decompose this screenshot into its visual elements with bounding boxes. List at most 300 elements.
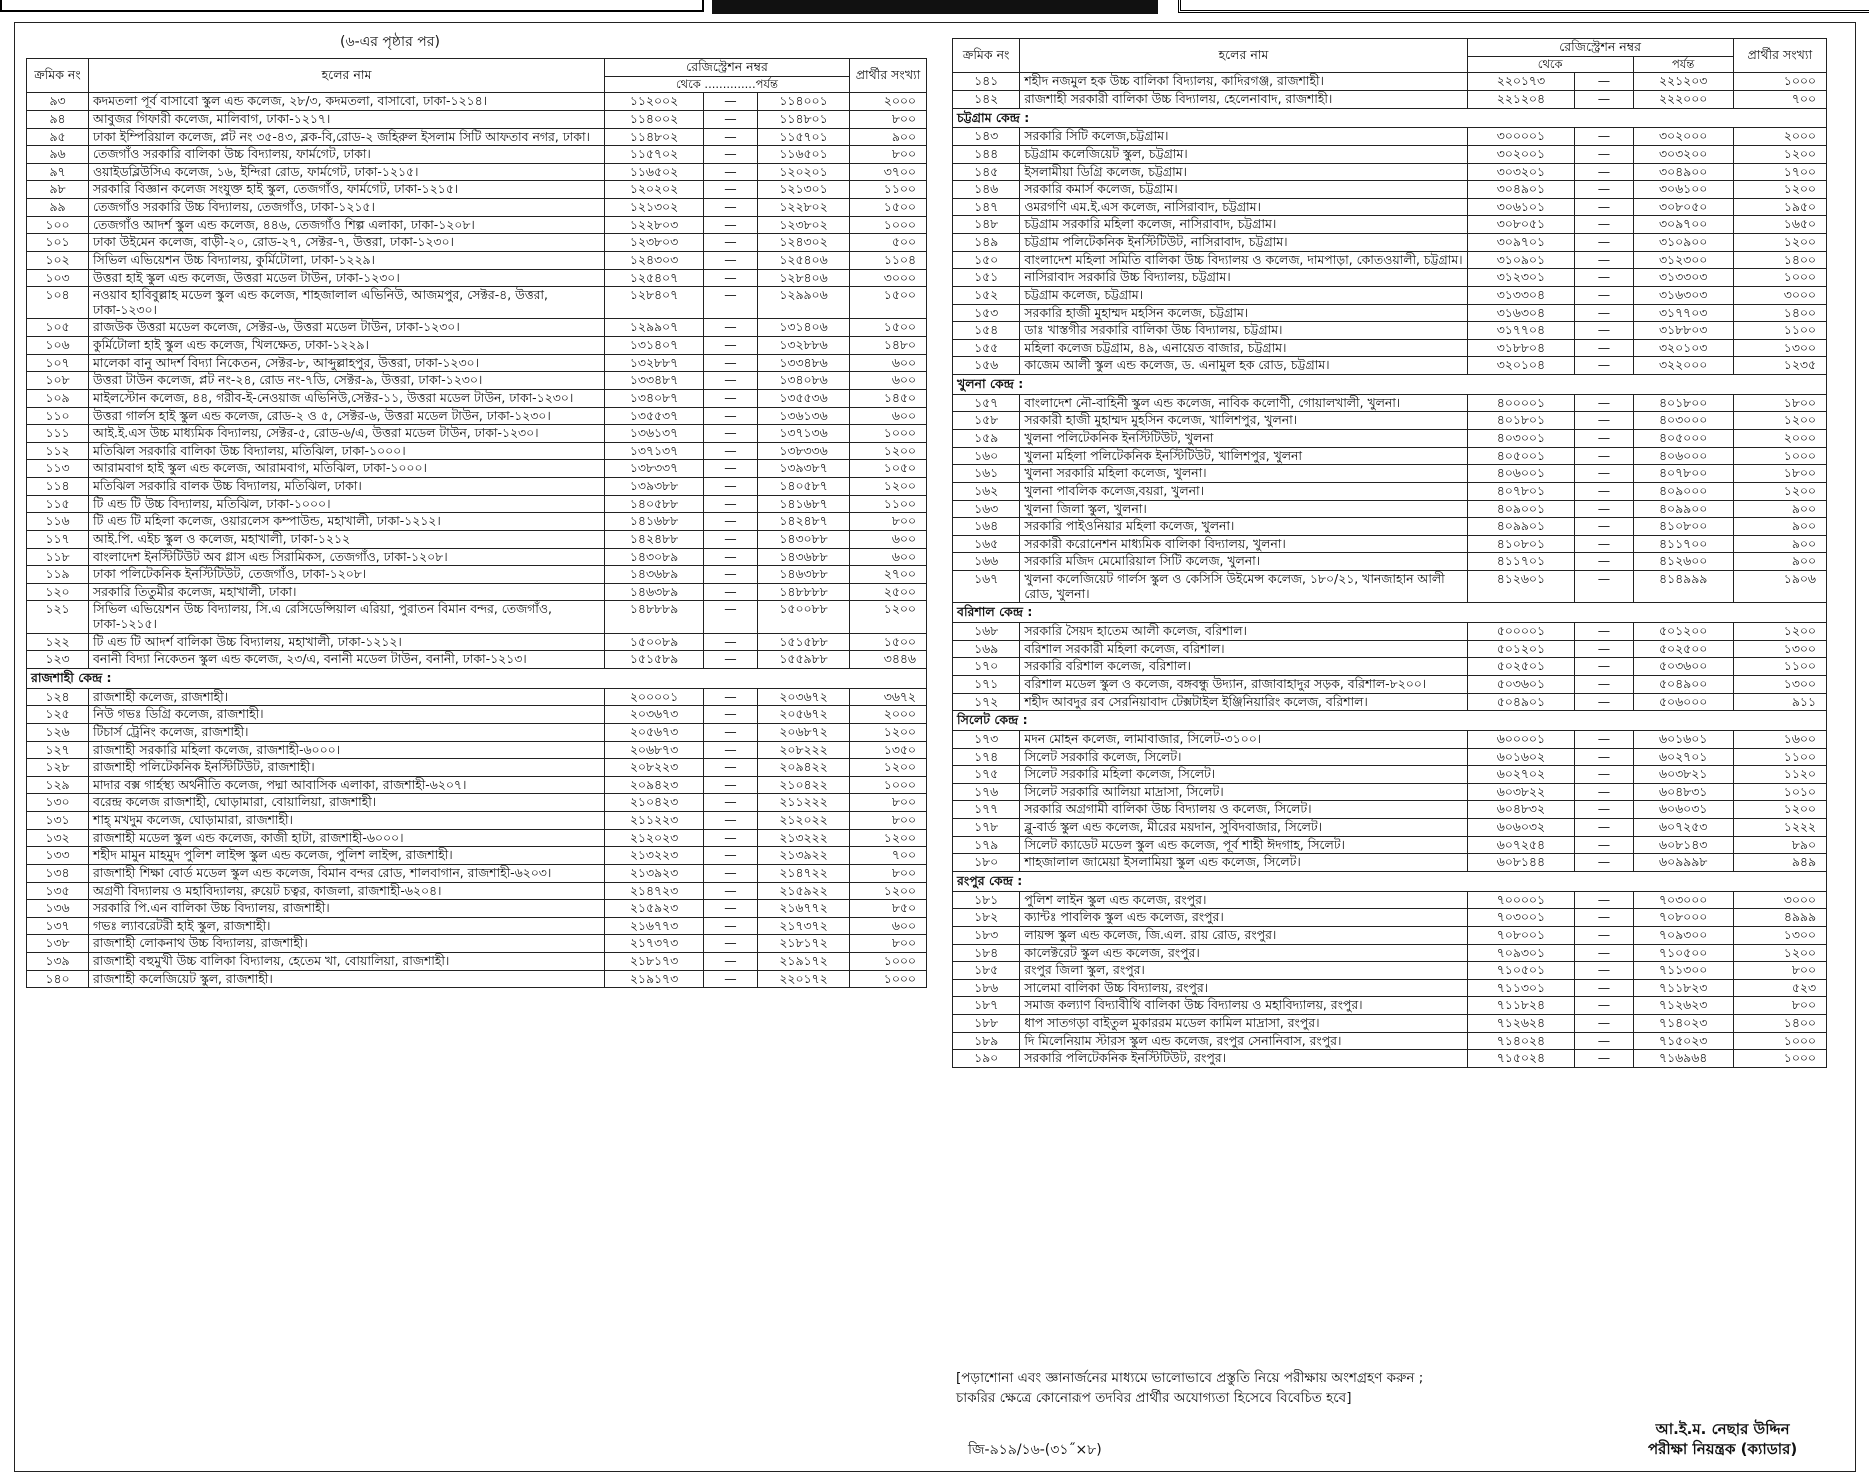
section-label: রাজশাহী কেন্দ্র : bbox=[27, 668, 927, 688]
hall-name-cell: মালেকা বানু আদর্শ বিদ্যা নিকেতন, সেক্টর-৮, আব্দুল্লাহপুর, উত্তরা, ঢাকা-১২৩০। bbox=[89, 354, 605, 372]
hall-name-cell: উত্তরা গার্লস হাই স্কুল এন্ড কলেজ, রোড-২ ও ৫, সেক্টর-৬, উত্তরা মডেল টাউন, ঢাকা-১২৩০। bbox=[89, 407, 605, 425]
reg-dash-cell: — bbox=[704, 372, 758, 390]
footer-note-line-1: [পড়াশোনা এবং জ্ঞানার্জনের মাধ্যমে ভালোভাবে প্রস্তুতি নিয়ে পরীক্ষায় অংশগ্রহণ করুন ; bbox=[956, 1370, 1424, 1386]
serial-cell: ১১২ bbox=[27, 442, 89, 460]
reg-to-cell: ১৪০৫৮৭ bbox=[758, 478, 850, 496]
reg-dash-cell: — bbox=[704, 513, 758, 531]
table-row bbox=[27, 269, 927, 287]
table-row bbox=[953, 535, 1827, 553]
reg-to-cell: ১৩৬১৩৬ bbox=[758, 407, 850, 425]
reg-from-cell: ৭০৩০০১ bbox=[1467, 909, 1574, 927]
reg-from-cell: ২১৪৭২৩ bbox=[605, 882, 704, 900]
candidate-count-cell: ৮০০ bbox=[850, 513, 927, 531]
table-row bbox=[953, 730, 1827, 748]
reg-dash-cell: — bbox=[1575, 926, 1634, 944]
candidate-count-cell: ১০০০ bbox=[1733, 73, 1826, 91]
reg-to-cell: ৩১২৩০০ bbox=[1633, 251, 1733, 269]
reg-dash-cell: — bbox=[704, 829, 758, 847]
reg-from-cell: ১২১৩০২ bbox=[605, 199, 704, 217]
reg-dash-cell: — bbox=[1575, 339, 1634, 357]
reg-from-cell: ৭১৫০২৪ bbox=[1467, 1050, 1574, 1068]
reg-to-cell: ২১৯১৭২ bbox=[758, 953, 850, 971]
table-row bbox=[27, 163, 927, 181]
reg-dash-cell: — bbox=[704, 847, 758, 865]
reg-to-cell: ১৪৩৬৮৮ bbox=[758, 548, 850, 566]
reg-from-cell: ১৩২৮৮৭ bbox=[605, 354, 704, 372]
candidate-count-cell: ৭০০ bbox=[1733, 90, 1826, 108]
hall-name-cell: ডাঃ খাস্তগীর সরকারি বালিকা উচ্চ বিদ্যালয়, চট্টগ্রাম। bbox=[1020, 322, 1467, 340]
hall-name-cell: রাজশাহী বহুমুখী উচ্চ বালিকা বিদ্যালয়, হেতেম খা, বোয়ালিয়া, রাজশাহী। bbox=[89, 953, 605, 971]
reg-dash-cell: — bbox=[1575, 322, 1634, 340]
reg-from-cell: ১২৩৮০৩ bbox=[605, 234, 704, 252]
table-row bbox=[953, 623, 1827, 641]
reg-dash-cell: — bbox=[704, 566, 758, 584]
hall-name-cell: মদন মোহন কলেজ, লামাবাজার, সিলেট-৩১০০। bbox=[1020, 730, 1467, 748]
right-venue-table bbox=[952, 38, 1827, 1068]
serial-cell: ১৫০ bbox=[953, 251, 1020, 269]
serial-cell: ১৪০ bbox=[27, 970, 89, 988]
footer-note bbox=[956, 1368, 1423, 1409]
serial-cell: ১০৩ bbox=[27, 269, 89, 287]
reg-from-cell: ৬০৬০৩২ bbox=[1467, 819, 1574, 837]
reg-dash-cell: — bbox=[704, 583, 758, 601]
reg-dash-cell: — bbox=[704, 601, 758, 633]
reg-dash-cell: — bbox=[1575, 979, 1634, 997]
serial-cell: ১২৭ bbox=[27, 741, 89, 759]
table-row bbox=[27, 407, 927, 425]
table-row bbox=[27, 495, 927, 513]
reg-from-cell: ৬০৮১৪৪ bbox=[1467, 854, 1574, 872]
hall-name-cell: মাইলস্টোন কলেজ, ৪৪, গরীব-ই-নেওয়াজ এভিনিউ,সেক্টর-১১, উত্তরা মডেল টাউন, ঢাকা-১২৩০। bbox=[89, 389, 605, 407]
reg-from-cell: ৪১১৭০১ bbox=[1467, 553, 1574, 571]
candidate-count-cell: ১০০০ bbox=[850, 425, 927, 443]
reg-dash-cell: — bbox=[1575, 90, 1634, 108]
table-row bbox=[27, 829, 927, 847]
serial-cell: ১০৪ bbox=[27, 287, 89, 319]
continuation-note: (৬-এর পৃষ্ঠার পর) bbox=[340, 34, 440, 50]
reg-from-cell: ১৩৬১৩৭ bbox=[605, 425, 704, 443]
reg-dash-cell: — bbox=[1575, 962, 1634, 980]
candidate-count-cell: ১১০০ bbox=[1733, 322, 1826, 340]
hall-name-cell: ওমরগণি এম.ই.এস কলেজ, নাসিরাবাদ, চট্টগ্রাম। bbox=[1020, 198, 1467, 216]
serial-cell: ১৮৪ bbox=[953, 944, 1020, 962]
reg-to-cell: ৪০৩০০০ bbox=[1633, 412, 1733, 430]
hall-name-cell: ঢাকা পলিটেকনিক ইনস্টিটিউট, তেজগাঁও, ঢাকা-১২০৮। bbox=[89, 566, 605, 584]
candidate-count-cell: ১১০৪ bbox=[850, 251, 927, 269]
serial-cell: ১৫৩ bbox=[953, 304, 1020, 322]
candidate-count-cell: ১১০০ bbox=[850, 495, 927, 513]
reg-from-cell: ৩০৯৭০১ bbox=[1467, 234, 1574, 252]
hall-name-cell: উত্তরা হাই স্কুল এন্ড কলেজ, উত্তরা মডেল টাউন, ঢাকা-১২৩০। bbox=[89, 269, 605, 287]
candidate-count-cell: ৯০০ bbox=[1733, 518, 1826, 536]
reg-from-cell: ৬০৩৮২২ bbox=[1467, 783, 1574, 801]
reg-from-cell: ১৪৮৮৮৯ bbox=[605, 601, 704, 633]
reg-to-cell: ৪০৯০০০ bbox=[1633, 482, 1733, 500]
table-row bbox=[953, 304, 1827, 322]
reg-to-cell: ৬০১৬০১ bbox=[1633, 730, 1733, 748]
candidate-count-cell: ৯৪৯ bbox=[1733, 854, 1826, 872]
reg-to-cell: ৬০৭২৫৩ bbox=[1633, 819, 1733, 837]
hall-name-cell: আই.ই.এস উচ্চ মাধ্যমিক বিদ্যালয়, সেক্টর-৫, রোড-৬/এ, উত্তরা মডেল টাউন, ঢাকা-১২৩০। bbox=[89, 425, 605, 443]
reg-from-cell: ১২৯৯০৭ bbox=[605, 319, 704, 337]
candidate-count-cell: ৮০০ bbox=[850, 146, 927, 164]
table-row bbox=[953, 145, 1827, 163]
serial-cell: ১০১ bbox=[27, 234, 89, 252]
reg-to-cell: ১২৫৪০৬ bbox=[758, 251, 850, 269]
hall-name-cell: মাদার বক্স গার্হস্থ্য অর্থনীতি কলেজ, পদ্মা আবাসিক এলাকা, রাজশাহী-৬২০৭। bbox=[89, 776, 605, 794]
hall-name-cell: চট্টগ্রাম পলিটেকনিক ইনস্টিটিউট, নাসিরাবাদ, চট্টগ্রাম। bbox=[1020, 234, 1467, 252]
candidate-count-cell: ১২০০ bbox=[1733, 181, 1826, 199]
reg-to-cell: ১২৮৪০৬ bbox=[758, 269, 850, 287]
serial-cell: ১২০ bbox=[27, 583, 89, 601]
candidate-count-cell: ১০০০ bbox=[1733, 269, 1826, 287]
reg-dash-cell: — bbox=[704, 478, 758, 496]
hall-name-cell: আবুজর গিফারী কলেজ, মালিবাগ, ঢাকা-১২১৭। bbox=[89, 110, 605, 128]
candidate-count-cell: ১০৫০ bbox=[850, 460, 927, 478]
candidate-count-cell: ৯০০ bbox=[850, 128, 927, 146]
candidate-count-cell: ১০১০ bbox=[1733, 783, 1826, 801]
candidate-count-cell: ৯১১ bbox=[1733, 693, 1826, 711]
table-row bbox=[27, 234, 927, 252]
reg-dash-cell: — bbox=[704, 953, 758, 971]
reg-dash-cell: — bbox=[1575, 181, 1634, 199]
table-row bbox=[953, 1015, 1827, 1033]
reg-from-cell: ১৪২৪৮৮ bbox=[605, 530, 704, 548]
reg-dash-cell: — bbox=[704, 864, 758, 882]
serial-cell: ১৭৯ bbox=[953, 836, 1020, 854]
serial-cell: ১০৯ bbox=[27, 389, 89, 407]
serial-cell: ১৭৮ bbox=[953, 819, 1020, 837]
reg-to-cell: ১২৩৮০২ bbox=[758, 216, 850, 234]
reg-dash-cell: — bbox=[1575, 412, 1634, 430]
table-row bbox=[27, 251, 927, 269]
reg-from-cell: ১৪০৫৮৮ bbox=[605, 495, 704, 513]
hall-name-cell: কাজেম আলী স্কুল এন্ড কলেজ, ড. এনামুল হক রোড, চট্টগ্রাম। bbox=[1020, 357, 1467, 375]
candidate-count-cell: ৬০০ bbox=[850, 354, 927, 372]
table-row bbox=[953, 286, 1827, 304]
reg-from-cell: ১১৪৮০২ bbox=[605, 128, 704, 146]
reg-to-cell: ২০৯৪২২ bbox=[758, 759, 850, 777]
registration-to-subheader: পর্যন্ত bbox=[1633, 56, 1733, 73]
candidate-count-cell: ১৩০০ bbox=[1733, 640, 1826, 658]
hall-name-cell: সালেমা বালিকা উচ্চ বিদ্যালয়, রংপুর। bbox=[1020, 979, 1467, 997]
table-row bbox=[953, 766, 1827, 784]
reg-dash-cell: — bbox=[1575, 394, 1634, 412]
reg-to-cell: ৩০৩২০০ bbox=[1633, 145, 1733, 163]
reg-dash-cell: — bbox=[1575, 482, 1634, 500]
reg-dash-cell: — bbox=[704, 706, 758, 724]
table-row bbox=[27, 917, 927, 935]
reg-from-cell: ৫০১২০১ bbox=[1467, 640, 1574, 658]
table-row bbox=[953, 518, 1827, 536]
reg-to-cell: ২১৩২২২ bbox=[758, 829, 850, 847]
table-row bbox=[953, 553, 1827, 571]
hall-name-cell: মতিঝিল সরকারি বালিকা উচ্চ বিদ্যালয়, মতিঝিল, ঢাকা-১০০০। bbox=[89, 442, 605, 460]
table-row bbox=[953, 322, 1827, 340]
serial-cell: ৯৩ bbox=[27, 93, 89, 111]
reg-to-cell: ৬০৬০৩১ bbox=[1633, 801, 1733, 819]
section-label: সিলেট কেন্দ্র : bbox=[953, 711, 1827, 731]
reg-to-cell: ১৩৩৪৮৬ bbox=[758, 354, 850, 372]
reg-dash-cell: — bbox=[1575, 836, 1634, 854]
serial-cell: ১৫৫ bbox=[953, 339, 1020, 357]
serial-cell: ৯৫ bbox=[27, 128, 89, 146]
reg-dash-cell: — bbox=[704, 530, 758, 548]
reg-from-cell: ২১২০২৩ bbox=[605, 829, 704, 847]
reg-dash-cell: — bbox=[704, 688, 758, 706]
table-row bbox=[953, 979, 1827, 997]
hall-name-cell: ঢাকা ইম্পিরিয়াল কলেজ, প্লট নং ৩৫-৪৩, ব্লক-বি,রোড-২ জহিরুল ইসলাম সিটি আফতাব নগর, ঢাকা। bbox=[89, 128, 605, 146]
candidate-count-cell: ১০০০ bbox=[850, 953, 927, 971]
reg-from-cell: ৭১৪০২৪ bbox=[1467, 1032, 1574, 1050]
candidate-count-cell: ১৪৫০ bbox=[850, 389, 927, 407]
table-row bbox=[953, 1032, 1827, 1050]
serial-cell: ১৬২ bbox=[953, 482, 1020, 500]
reg-from-cell: ৪০৯০০১ bbox=[1467, 500, 1574, 518]
candidate-count-cell: ১৬৫০ bbox=[1733, 216, 1826, 234]
reg-dash-cell: — bbox=[704, 93, 758, 111]
reg-from-cell: ২১১২২৩ bbox=[605, 812, 704, 830]
reg-dash-cell: — bbox=[704, 319, 758, 337]
reg-to-cell: ২১৬৭৭২ bbox=[758, 900, 850, 918]
serial-cell: ১৫৪ bbox=[953, 322, 1020, 340]
candidate-count-cell: ১৪০০ bbox=[1733, 304, 1826, 322]
hall-name-cell: রাজশাহী কলেজিয়েট স্কুল, রাজশাহী। bbox=[89, 970, 605, 988]
serial-cell: ১৩২ bbox=[27, 829, 89, 847]
reg-from-cell: ৩০২০০১ bbox=[1467, 145, 1574, 163]
reg-dash-cell: — bbox=[704, 970, 758, 988]
reg-from-cell: ৬০৭২৫৪ bbox=[1467, 836, 1574, 854]
reg-from-cell: ৭০০০০১ bbox=[1467, 891, 1574, 909]
hall-name-cell: সরকারি সৈয়দ হাতেম আলী কলেজ, বরিশাল। bbox=[1020, 623, 1467, 641]
candidate-count-cell: ১২০০ bbox=[850, 601, 927, 633]
serial-cell: ১৬৫ bbox=[953, 535, 1020, 553]
hall-name-cell: খুলনা কলেজিয়েট গার্লস স্কুল ও কেসিসি উইমেন্স কলেজ, ১৮০/২১, খানজাহান আলী রোড, খুলনা। bbox=[1020, 571, 1467, 603]
reg-from-cell: ১৪৩০৮৯ bbox=[605, 548, 704, 566]
hall-name-header: হলের নাম bbox=[89, 59, 605, 93]
hall-name-cell: খুলনা জিলা স্কুল, খুলনা। bbox=[1020, 500, 1467, 518]
candidate-count-cell: ৮০০ bbox=[850, 864, 927, 882]
reg-from-cell: ১৩৫৫৩৭ bbox=[605, 407, 704, 425]
candidate-count-cell: ১২২২ bbox=[1733, 819, 1826, 837]
reg-to-cell: ২১১২২২ bbox=[758, 794, 850, 812]
reg-dash-cell: — bbox=[1575, 640, 1634, 658]
serial-cell: ১১৫ bbox=[27, 495, 89, 513]
reg-from-cell: ২১৬৭৭৩ bbox=[605, 917, 704, 935]
reg-to-cell: ৩১০৯০০ bbox=[1633, 234, 1733, 252]
serial-cell: ১২৪ bbox=[27, 688, 89, 706]
reg-from-cell: ৬০৪৮৩২ bbox=[1467, 801, 1574, 819]
serial-cell: ১৬৪ bbox=[953, 518, 1020, 536]
table-row bbox=[27, 812, 927, 830]
reg-from-cell: ১৪৬৩৮৯ bbox=[605, 583, 704, 601]
reg-from-cell: ১৩৮৩৩৭ bbox=[605, 460, 704, 478]
table-row bbox=[953, 1050, 1827, 1068]
hall-name-cell: বরেন্দ্র কলেজ রাজশাহী, ঘোড়ামারা, বোয়ালিয়া, রাজশাহী। bbox=[89, 794, 605, 812]
table-row bbox=[953, 465, 1827, 483]
reg-to-cell: ২০৮২২২ bbox=[758, 741, 850, 759]
reg-from-cell: ৩০৬১০১ bbox=[1467, 198, 1574, 216]
serial-cell: ১৫২ bbox=[953, 286, 1020, 304]
reg-to-cell: ৫০২৫০০ bbox=[1633, 640, 1733, 658]
reg-from-cell: ৩১০৯০১ bbox=[1467, 251, 1574, 269]
reg-from-cell: ২১৩৯২৩ bbox=[605, 864, 704, 882]
signatory-title: পরীক্ষা নিয়ন্ত্রক (ক্যাডার) bbox=[1648, 1440, 1798, 1459]
candidate-count-cell: ১৪৮০ bbox=[850, 337, 927, 355]
candidate-count-cell: ১১০০ bbox=[1733, 658, 1826, 676]
table-row bbox=[953, 339, 1827, 357]
reg-from-cell: ২১০৪২৩ bbox=[605, 794, 704, 812]
serial-cell: ১৮৯ bbox=[953, 1032, 1020, 1050]
hall-name-cell: সরকারি তিতুমীর কলেজ, মহাখালী, ঢাকা। bbox=[89, 583, 605, 601]
candidate-count-cell: ৯০০ bbox=[1733, 500, 1826, 518]
reg-dash-cell: — bbox=[704, 548, 758, 566]
reg-from-cell: ২০০০০১ bbox=[605, 688, 704, 706]
reg-dash-cell: — bbox=[1575, 430, 1634, 448]
section-header-row bbox=[27, 668, 927, 688]
reg-to-cell: ১৪২৪৮৭ bbox=[758, 513, 850, 531]
serial-cell: ১৭৫ bbox=[953, 766, 1020, 784]
reg-dash-cell: — bbox=[1575, 766, 1634, 784]
hall-name-cell: উত্তরা টাউন কলেজ, প্লট নং-২৪, রোড নং-৭ডি, সেক্টর-৯, উত্তরা, ঢাকা-১২৩০। bbox=[89, 372, 605, 390]
hall-name-cell: ওয়াইডব্লিউসিএ কলেজ, ১৬, ইন্দিরা রোড, ফার্মগেট, ঢাকা-১২১৫। bbox=[89, 163, 605, 181]
serial-cell: ১৯০ bbox=[953, 1050, 1020, 1068]
hall-name-cell: শহীদ আবদুর রব সেরনিয়াবাদ টেক্সটাইল ইঞ্জিনিয়ারিং কলেজ, বরিশাল। bbox=[1020, 693, 1467, 711]
reg-dash-cell: — bbox=[1575, 73, 1634, 91]
reg-to-cell: ১৩৫৫৩৬ bbox=[758, 389, 850, 407]
reg-from-cell: ৩০৪৯০১ bbox=[1467, 181, 1574, 199]
reg-to-cell: ৬০২৭০১ bbox=[1633, 748, 1733, 766]
reg-to-cell: ১২২৮০২ bbox=[758, 199, 850, 217]
serial-cell: ১১১ bbox=[27, 425, 89, 443]
reg-to-cell: ৪১০৮০০ bbox=[1633, 518, 1733, 536]
hall-name-cell: ধাপ সাতগড়া বাইতুল মুকাররম মডেল কামিল মাদ্রাসা, রংপুর। bbox=[1020, 1015, 1467, 1033]
reg-from-cell: ৫০০০০১ bbox=[1467, 623, 1574, 641]
table-row bbox=[953, 854, 1827, 872]
candidate-count-cell: ৩৪৪৬ bbox=[850, 651, 927, 669]
hall-name-cell: চট্টগ্রাম কলেজিয়েট স্কুল, চট্টগ্রাম। bbox=[1020, 145, 1467, 163]
serial-cell: ৯৭ bbox=[27, 163, 89, 181]
reg-to-cell: ১২৯৯০৬ bbox=[758, 287, 850, 319]
reg-dash-cell: — bbox=[1575, 730, 1634, 748]
candidate-count-cell: ১০০০ bbox=[850, 776, 927, 794]
reg-dash-cell: — bbox=[704, 633, 758, 651]
table-row bbox=[953, 693, 1827, 711]
table-row bbox=[953, 640, 1827, 658]
reg-dash-cell: — bbox=[1575, 675, 1634, 693]
serial-cell: ১৭০ bbox=[953, 658, 1020, 676]
candidate-count-cell: ২০০০ bbox=[850, 706, 927, 724]
hall-name-cell: সরকারি পি.এন বালিকা উচ্চ বিদ্যালয়, রাজশাহী। bbox=[89, 900, 605, 918]
reg-to-cell: ৪০৯৯০০ bbox=[1633, 500, 1733, 518]
section-header-row bbox=[953, 375, 1827, 395]
hall-name-cell: টি এন্ড টি আদর্শ বালিকা উচ্চ বিদ্যালয়, মহাখালী, ঢাকা-১২১২। bbox=[89, 633, 605, 651]
candidate-count-cell: ১৬০০ bbox=[1733, 730, 1826, 748]
reg-from-cell: ৬০১৬০২ bbox=[1467, 748, 1574, 766]
reg-from-cell: ৫০৪৯০১ bbox=[1467, 693, 1574, 711]
reg-to-cell: ১৪৩০৮৮ bbox=[758, 530, 850, 548]
reg-to-cell: ১২৪৩০২ bbox=[758, 234, 850, 252]
hall-name-cell: সরকারী হাজী মুহাম্মদ মুহসিন কলেজ, খালিশপুর, খুলনা। bbox=[1020, 412, 1467, 430]
section-label: খুলনা কেন্দ্র : bbox=[953, 375, 1827, 395]
serial-cell: ১৪৮ bbox=[953, 216, 1020, 234]
hall-name-cell: বাংলাদেশ নৌ-বাহিনী স্কুল এন্ড কলেজ, নাবিক কলোণী, গোয়ালখালী, খুলনা। bbox=[1020, 394, 1467, 412]
reg-from-cell: ২০৯৪২৩ bbox=[605, 776, 704, 794]
serial-cell: ১১৪ bbox=[27, 478, 89, 496]
reg-to-cell: ১১৫৭০১ bbox=[758, 128, 850, 146]
candidate-count-cell: ৬০০ bbox=[850, 548, 927, 566]
table-row bbox=[953, 997, 1827, 1015]
reg-from-cell: ১১৫৭০২ bbox=[605, 146, 704, 164]
serial-cell: ১৪৩ bbox=[953, 128, 1020, 146]
reg-dash-cell: — bbox=[704, 181, 758, 199]
reg-to-cell: ২০৫৬৭২ bbox=[758, 706, 850, 724]
serial-cell: ১২৬ bbox=[27, 723, 89, 741]
candidate-count-cell: ২৭০০ bbox=[850, 566, 927, 584]
table-row bbox=[27, 970, 927, 988]
hall-name-cell: মতিঝিল সরকারি বালক উচ্চ বিদ্যালয়, মতিঝিল, ঢাকা। bbox=[89, 478, 605, 496]
reg-dash-cell: — bbox=[704, 128, 758, 146]
reg-from-cell: ৪০১৮০১ bbox=[1467, 412, 1574, 430]
candidate-count-cell: ৪৯৯৯ bbox=[1733, 909, 1826, 927]
reg-to-cell: ৩২২০০০ bbox=[1633, 357, 1733, 375]
reg-dash-cell: — bbox=[1575, 748, 1634, 766]
candidate-count-cell: ১২০০ bbox=[1733, 412, 1826, 430]
serial-cell: ১৮০ bbox=[953, 854, 1020, 872]
reg-to-cell: ২১৭৩৭২ bbox=[758, 917, 850, 935]
hall-name-cell: মহিলা কলেজ চট্টগ্রাম, ৪৯, এনায়েত বাজার, চট্টগ্রাম। bbox=[1020, 339, 1467, 357]
reg-from-cell: ৫০২৫০১ bbox=[1467, 658, 1574, 676]
reg-from-cell: ১২৮৪০৭ bbox=[605, 287, 704, 319]
reg-to-cell: ১৫১৫৮৮ bbox=[758, 633, 850, 651]
registration-from-subheader: থেকে bbox=[1467, 56, 1633, 73]
serial-cell: ১৫১ bbox=[953, 269, 1020, 287]
serial-cell: ৯৪ bbox=[27, 110, 89, 128]
serial-cell: ১৭১ bbox=[953, 675, 1020, 693]
serial-cell: ১২১ bbox=[27, 601, 89, 633]
table-row bbox=[27, 389, 927, 407]
serial-cell: ৯৯ bbox=[27, 199, 89, 217]
hall-name-cell: রাজউক উত্তরা মডেল কলেজ, সেক্টর-৬, উত্তরা মডেল টাউন, ঢাকা-১২৩০। bbox=[89, 319, 605, 337]
reg-from-cell: ৭১১৩০১ bbox=[1467, 979, 1574, 997]
table-row bbox=[27, 935, 927, 953]
reg-dash-cell: — bbox=[1575, 447, 1634, 465]
reg-dash-cell: — bbox=[1575, 128, 1634, 146]
reg-from-cell: ৪১২৬০১ bbox=[1467, 571, 1574, 603]
hall-name-cell: কালেক্টরেট স্কুল এন্ড কলেজ, রংপুর। bbox=[1020, 944, 1467, 962]
candidate-count-cell: ১০০০ bbox=[1733, 447, 1826, 465]
reg-dash-cell: — bbox=[1575, 535, 1634, 553]
reg-to-cell: ৭১৪০২৩ bbox=[1633, 1015, 1733, 1033]
candidate-count-cell: ১৯৫০ bbox=[1733, 198, 1826, 216]
table-row bbox=[27, 864, 927, 882]
hall-name-cell: শাহ্ মখদুম কলেজ, ঘোড়ামারা, রাজশাহী। bbox=[89, 812, 605, 830]
hall-name-cell: শহীদ মামুন মাহমুদ পুলিশ লাইন্স স্কুল এন্ড কলেজ, পুলিশ লাইন্স, রাজশাহী। bbox=[89, 847, 605, 865]
reg-dash-cell: — bbox=[1575, 1015, 1634, 1033]
reg-to-cell: ২২১২০৩ bbox=[1633, 73, 1733, 91]
hall-name-cell: সরকারি মজিদ মেমোরিয়াল সিটি কলেজ, খুলনা। bbox=[1020, 553, 1467, 571]
reg-from-cell: ৪০৬০০১ bbox=[1467, 465, 1574, 483]
candidate-count-cell: ৩৭০০ bbox=[850, 163, 927, 181]
reg-from-cell: ১১৪০০২ bbox=[605, 110, 704, 128]
hall-name-cell: সরকারী করোনেশন মাধ্যমিক বালিকা বিদ্যালয়, খুলনা। bbox=[1020, 535, 1467, 553]
hall-name-cell: কদমতলা পূর্ব বাসাবো স্কুল এন্ড কলেজ, ২৮/৩, কদমতলা, বাসাবো, ঢাকা-১২১৪। bbox=[89, 93, 605, 111]
candidate-count-cell: ১৩০০ bbox=[1733, 926, 1826, 944]
reg-from-cell: ৭১২৬২৪ bbox=[1467, 1015, 1574, 1033]
serial-cell: ১৭৬ bbox=[953, 783, 1020, 801]
reg-to-cell: ৭০৮০০০ bbox=[1633, 909, 1733, 927]
reg-from-cell: ২০৬৮৭৩ bbox=[605, 741, 704, 759]
